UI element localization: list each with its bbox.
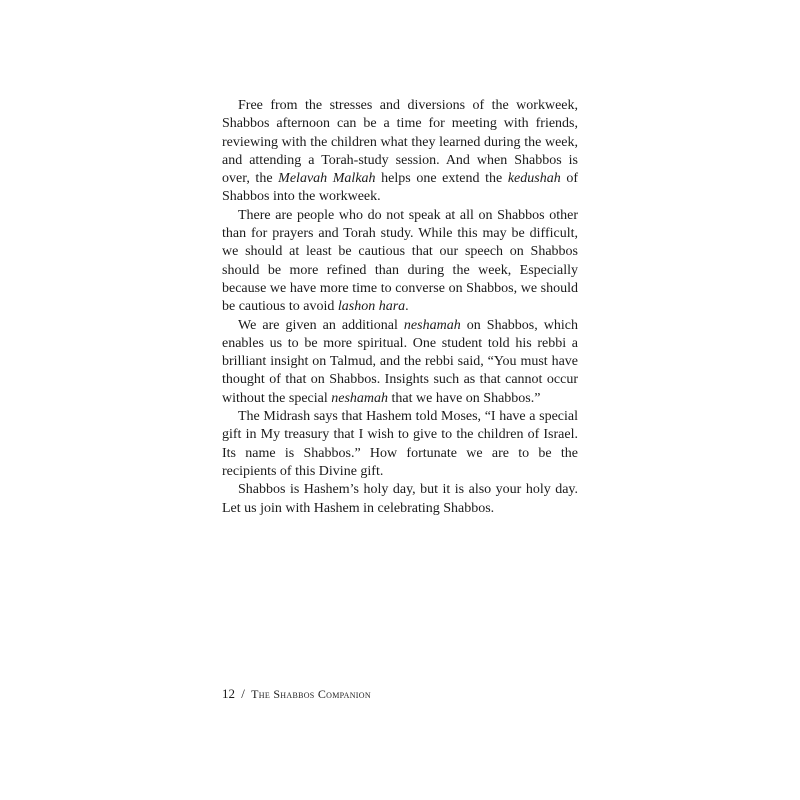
paragraph — [222, 317, 578, 408]
page-number: 12 — [222, 686, 235, 701]
italic-term: kedushah — [507, 171, 561, 187]
italic-term: lashon hara — [337, 299, 406, 315]
text-run: on Shabbos, which enables us to be more spiritual. One student told his rebbi a brilliant insight on Talmud, and the rebbi said, “You must have thought of that on Shabbos. Insights such as that cannot occur without the special — [222, 317, 578, 406]
text-run: helps one extend the — [375, 171, 508, 187]
text-run: We are given an additional — [238, 317, 404, 333]
text-run: that we have on Shabbos.” — [388, 390, 541, 406]
text-run: Shabbos is Hashem’s holy day, but it is also your holy day. Let us join with Hashem in celebrating Shabbos. — [222, 482, 578, 516]
paragraph — [222, 207, 578, 317]
paragraph — [222, 97, 578, 207]
paragraph — [222, 408, 578, 481]
paragraph — [222, 481, 578, 518]
italic-term: neshamah — [331, 390, 389, 406]
text-run: . — [405, 299, 409, 315]
text-run: The Midrash says that Hashem told Moses, “I have a special gift in My treasury that I wish to give to the children of Israel. Its name is Shabbos.” How fortunate we are to be the recipients of this Divine gift. — [222, 409, 578, 479]
book-title: The Shabbos Companion — [251, 687, 371, 701]
text-run: There are people who do not speak at all on Shabbos other than for prayers and Torah study. While this may be difficult, we should at least be cautious that our speech on Shabbos should be more refined than during the week, Especially because we have more time to converse on Shabbos, we should be cautious to avoid — [222, 207, 578, 315]
italic-term: neshamah — [403, 317, 461, 333]
page-body-text — [222, 97, 578, 518]
text-run: of Shabbos into the workweek. — [222, 171, 579, 205]
running-footer — [222, 686, 371, 702]
italic-term: Melavah Malkah — [278, 171, 376, 187]
text-run: Free from the stresses and diversions of the workweek, Shabbos afternoon can be a time for meeting with friends, reviewing with the children what they learned during the week, and attending a Torah-study session. And when Shabbos is over, the — [222, 98, 578, 187]
footer-separator: / — [241, 686, 245, 701]
